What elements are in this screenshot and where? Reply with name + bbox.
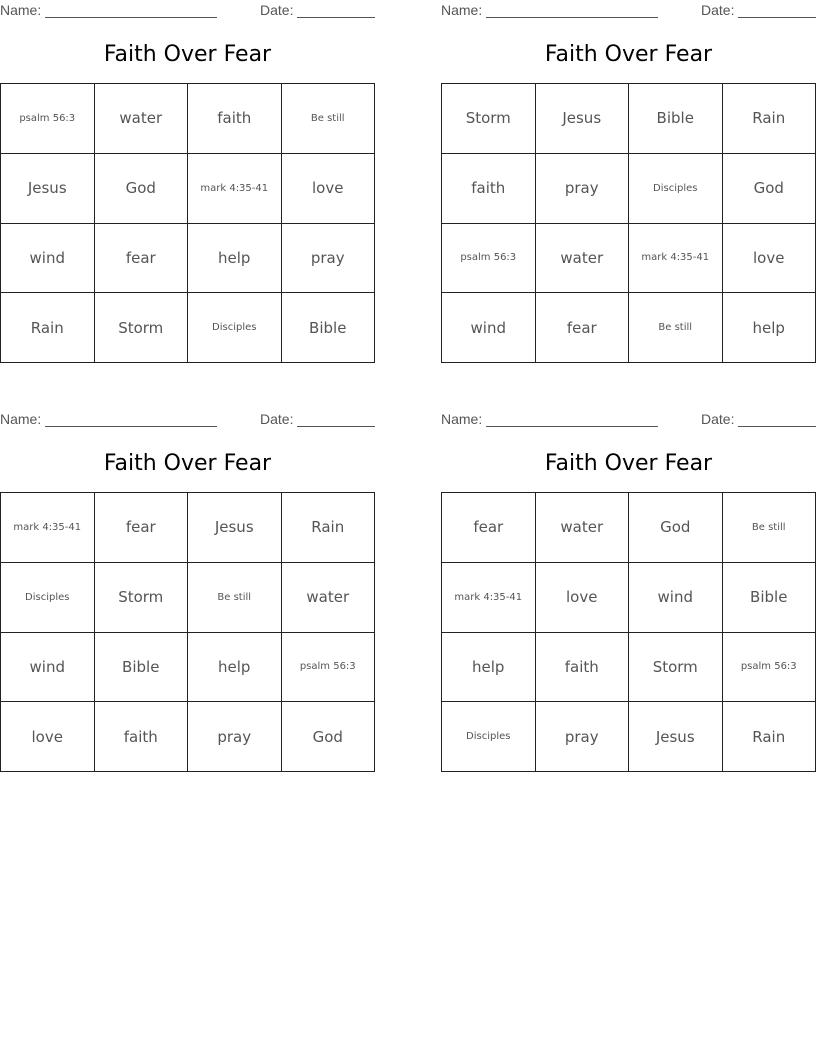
card-title: Faith Over Fear xyxy=(103,451,272,476)
bingo-cell: faith xyxy=(188,84,282,154)
name-blank-line xyxy=(45,17,217,18)
bingo-grid xyxy=(441,492,816,772)
card-title: Faith Over Fear xyxy=(544,42,713,67)
bingo-cell: Be still xyxy=(188,563,282,633)
bingo-cell: Storm xyxy=(95,563,189,633)
name-blank-line xyxy=(45,426,217,427)
name-date-line xyxy=(441,2,816,20)
bingo-cell: wind xyxy=(1,633,95,703)
bingo-cell: Bible xyxy=(723,563,816,633)
bingo-cell: God xyxy=(723,154,816,224)
date-blank-line xyxy=(738,426,816,427)
bingo-card-2 xyxy=(441,0,816,372)
bingo-cell: psalm 56:3 xyxy=(1,84,95,154)
bingo-cell: fear xyxy=(95,224,189,294)
name-blank-line xyxy=(486,426,658,427)
bingo-cell: Disciples xyxy=(1,563,95,633)
name-label: Name: xyxy=(0,411,42,427)
bingo-cell: love xyxy=(723,224,816,294)
bingo-cell: Be still xyxy=(629,293,723,363)
bingo-cell: help xyxy=(442,633,536,703)
bingo-cell: fear xyxy=(536,293,630,363)
bingo-grid xyxy=(0,492,375,772)
name-label: Name: xyxy=(441,411,483,427)
bingo-card-3 xyxy=(0,409,375,781)
bingo-cell: pray xyxy=(188,702,282,772)
date-label: Date: xyxy=(260,411,294,427)
bingo-cell: Storm xyxy=(629,633,723,703)
bingo-cell: help xyxy=(723,293,816,363)
bingo-cell: Jesus xyxy=(188,493,282,563)
name-date-line xyxy=(0,411,375,429)
name-date-line xyxy=(441,411,816,429)
card-title: Faith Over Fear xyxy=(103,42,272,67)
bingo-cell: fear xyxy=(95,493,189,563)
bingo-cell: water xyxy=(95,84,189,154)
bingo-cell: psalm 56:3 xyxy=(442,224,536,294)
bingo-cell: wind xyxy=(442,293,536,363)
bingo-cell: Disciples xyxy=(629,154,723,224)
bingo-cell: psalm 56:3 xyxy=(282,633,376,703)
bingo-cell: water xyxy=(536,493,630,563)
card-title: Faith Over Fear xyxy=(544,451,713,476)
date-label: Date: xyxy=(701,411,735,427)
bingo-cell: water xyxy=(536,224,630,294)
bingo-cell: Jesus xyxy=(1,154,95,224)
bingo-cell: Bible xyxy=(629,84,723,154)
bingo-cell: Rain xyxy=(723,84,816,154)
bingo-cell: Disciples xyxy=(442,702,536,772)
bingo-card-4 xyxy=(441,409,816,781)
bingo-cell: wind xyxy=(629,563,723,633)
bingo-cell: pray xyxy=(282,224,376,294)
bingo-cell: Be still xyxy=(282,84,376,154)
bingo-cell: Rain xyxy=(723,702,816,772)
bingo-cell: love xyxy=(536,563,630,633)
bingo-cell: Jesus xyxy=(629,702,723,772)
name-label: Name: xyxy=(441,2,483,18)
bingo-cell: help xyxy=(188,633,282,703)
bingo-cell: love xyxy=(282,154,376,224)
name-date-line xyxy=(0,2,375,20)
bingo-cell: faith xyxy=(442,154,536,224)
bingo-grid xyxy=(441,83,816,363)
bingo-grid xyxy=(0,83,375,363)
bingo-cell: fear xyxy=(442,493,536,563)
date-blank-line xyxy=(738,17,816,18)
date-blank-line xyxy=(297,426,375,427)
bingo-cell: mark 4:35-41 xyxy=(188,154,282,224)
bingo-cell: love xyxy=(1,702,95,772)
bingo-cell: faith xyxy=(536,633,630,703)
bingo-cell: Bible xyxy=(282,293,376,363)
bingo-cell: Storm xyxy=(442,84,536,154)
bingo-cell: help xyxy=(188,224,282,294)
bingo-cell: water xyxy=(282,563,376,633)
bingo-cell: Be still xyxy=(723,493,816,563)
bingo-cell: mark 4:35-41 xyxy=(1,493,95,563)
bingo-cell: pray xyxy=(536,154,630,224)
bingo-cell: God xyxy=(282,702,376,772)
bingo-card-1 xyxy=(0,0,375,372)
bingo-cell: Rain xyxy=(282,493,376,563)
bingo-cell: mark 4:35-41 xyxy=(442,563,536,633)
bingo-cell: mark 4:35-41 xyxy=(629,224,723,294)
date-label: Date: xyxy=(260,2,294,18)
bingo-cell: Jesus xyxy=(536,84,630,154)
bingo-cell: Bible xyxy=(95,633,189,703)
bingo-cell: Storm xyxy=(95,293,189,363)
bingo-cell: God xyxy=(629,493,723,563)
bingo-cell: psalm 56:3 xyxy=(723,633,816,703)
bingo-cell: Rain xyxy=(1,293,95,363)
bingo-cell: pray xyxy=(536,702,630,772)
bingo-cell: wind xyxy=(1,224,95,294)
bingo-cell: Disciples xyxy=(188,293,282,363)
date-blank-line xyxy=(297,17,375,18)
name-label: Name: xyxy=(0,2,42,18)
bingo-cell: God xyxy=(95,154,189,224)
date-label: Date: xyxy=(701,2,735,18)
bingo-cell: faith xyxy=(95,702,189,772)
name-blank-line xyxy=(486,17,658,18)
